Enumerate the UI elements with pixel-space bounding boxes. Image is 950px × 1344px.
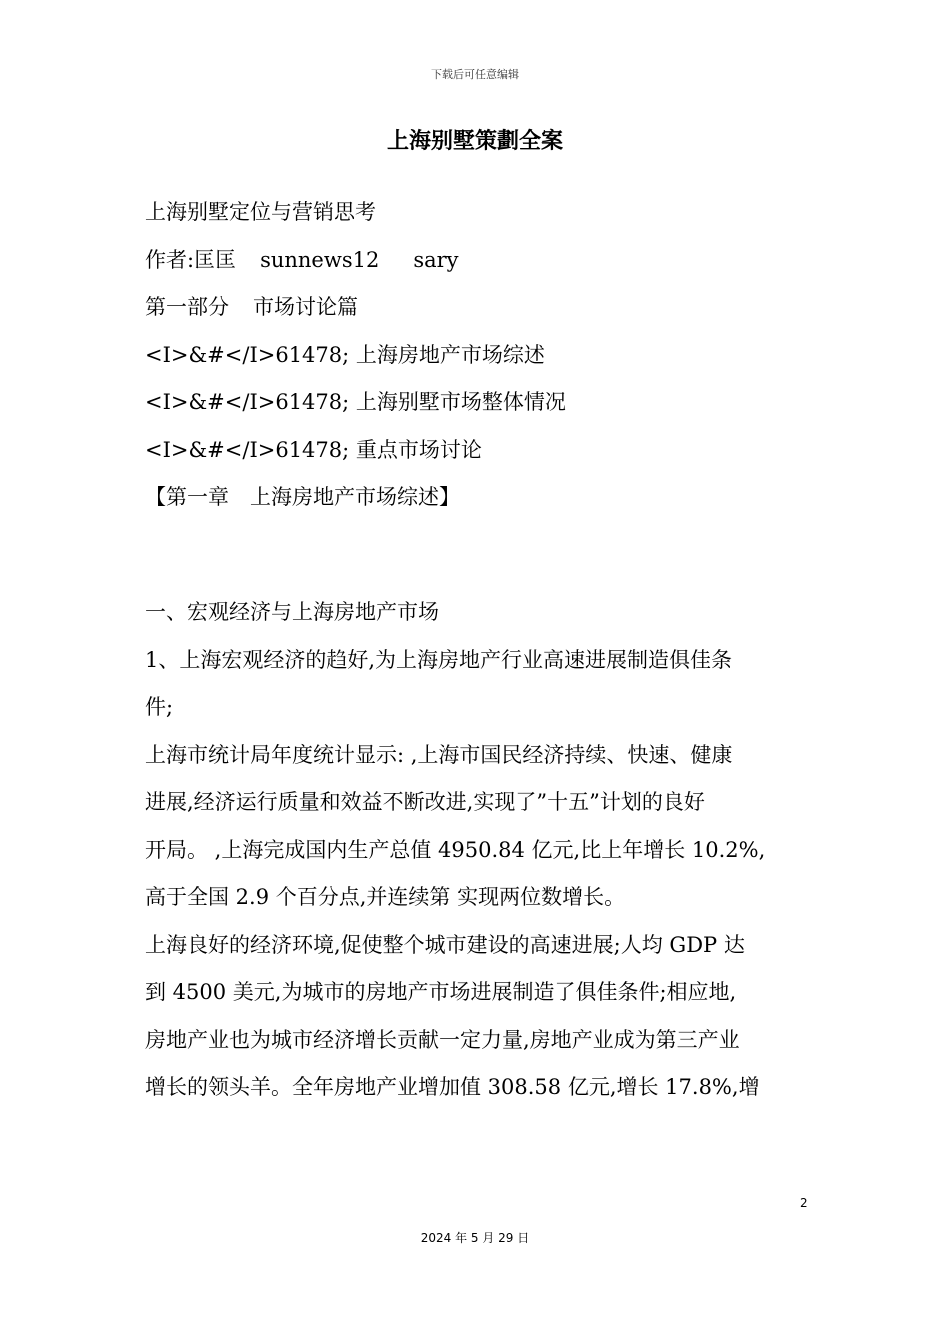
author-alias-2: sary	[413, 247, 459, 272]
point-line: 1、上海宏观经济的趋好,为上海房地产行业高速进展制造俱佳条	[145, 647, 733, 672]
document-title: 上海别墅策劃全案	[386, 129, 563, 154]
paragraph-line: 到 4500 美元,为城市的房地产市场进展制造了俱佳条件;相应地,	[145, 980, 737, 1004]
footer-date: 2024 年 5 月 29 日	[420, 1231, 530, 1245]
paragraph-line: 进展,经济运行质量和效益不断改进,实现了”十五”计划的良好	[145, 790, 705, 814]
paragraph-line: 上海市统计局年度统计显示: ,上海市国民经济持续、快速、健康	[145, 742, 733, 767]
author-alias-1: sunnews12	[260, 247, 380, 272]
chapter-heading: 【第一章 上海房地产市场综述】	[145, 485, 460, 509]
toc-item: <I>&#</I>61478; 上海别墅市场整体情况	[145, 390, 566, 414]
point-line: 件;	[145, 695, 174, 719]
paragraph-line: 上海良好的经济环境,促使整个城市建设的高速进展;人均 GDP 达	[145, 932, 745, 957]
header-note: 下载后可任意编辑	[431, 68, 519, 81]
paragraph-line: 房地产业也为城市经济增长贡献一定力量,房地产业成为第三产业	[145, 1027, 740, 1052]
toc-item: <I>&#</I>61478; 上海房地产市场综述	[145, 342, 545, 367]
part-label: 第一部分	[145, 295, 229, 319]
author-line	[145, 237, 807, 285]
intro-block	[145, 189, 807, 522]
paragraph-line: 增长的领头羊。全年房地产业增加值 308.58 亿元,增长 17.8%,增	[145, 1075, 760, 1099]
part-name: 市场讨论篇	[253, 295, 358, 319]
author-name: 作者:匡匡	[145, 247, 237, 272]
page-number: 2	[800, 1196, 808, 1210]
toc-item: <I>&#</I>61478; 重点市场讨论	[145, 437, 482, 462]
part-line	[145, 284, 807, 332]
section-block	[145, 589, 807, 1112]
subtitle: 上海别墅定位与营销思考	[145, 200, 376, 224]
section-heading: 一、宏观经济与上海房地产市场	[145, 600, 439, 624]
paragraph-line: 高于全国 2.9 个百分点,并连续第 实现两位数增长。	[145, 885, 626, 909]
paragraph-line: 开局。 ,上海完成国内生产总值 4950.84 亿元,比上年增长 10.2%,	[145, 837, 766, 862]
